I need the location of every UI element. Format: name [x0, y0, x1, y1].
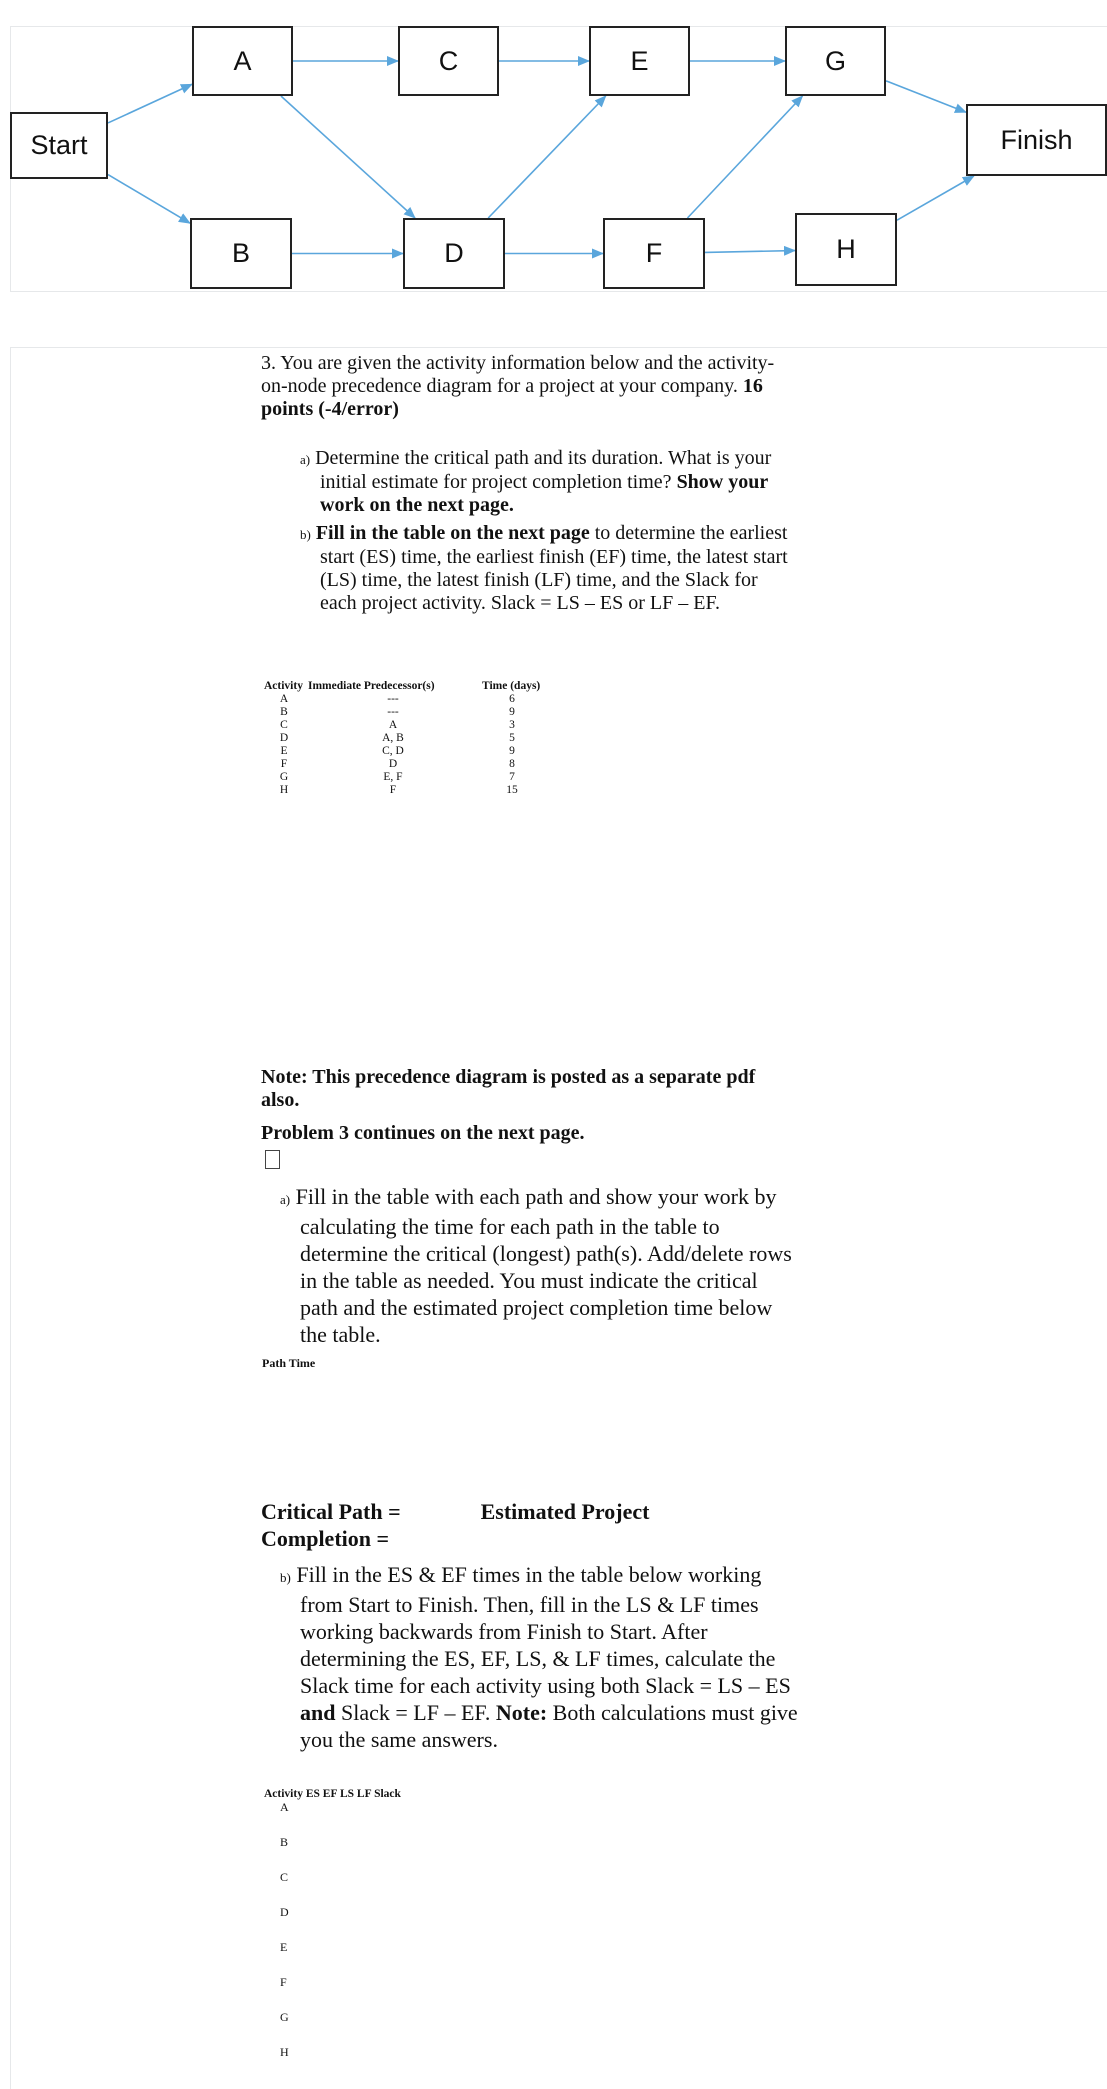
path-table-header — [262, 1356, 315, 1371]
es-ef-row — [262, 1836, 403, 1871]
part2-a — [280, 1183, 800, 1348]
node-start: Start — [10, 112, 108, 179]
es-ef-header-slack: Slack — [374, 1788, 401, 1800]
edge-f-h — [705, 251, 795, 253]
node-e: E — [589, 26, 690, 96]
critical-path-label: Critical Path = — [261, 1499, 401, 1524]
part2-b-text-2: Slack = LF – EF. — [340, 1700, 491, 1725]
part2-b-mark: b) — [280, 1570, 291, 1585]
activity-row — [262, 771, 544, 784]
part2-b-note-text: Both calculations must give you the same answers. — [300, 1700, 798, 1752]
predecessor-cell: A, B — [382, 732, 404, 744]
part-b-bold: Fill in the table on the next page — [315, 522, 590, 544]
es-ef-activity-cell: C — [280, 1870, 289, 1884]
node-c: C — [398, 26, 499, 96]
time-cell: 6 — [509, 693, 515, 705]
activity-cell: H — [279, 784, 289, 796]
checkbox[interactable] — [265, 1150, 280, 1169]
activity-cell: C — [280, 719, 288, 731]
edge-h-finish — [897, 176, 974, 220]
predecessor-cell: --- — [387, 693, 399, 705]
question-intro — [261, 352, 781, 421]
es-ef-activity-cell: G — [280, 2010, 289, 2024]
time-cell: 7 — [509, 771, 515, 783]
activity-cell: F — [280, 758, 288, 770]
es-ef-header-activity: Activity — [264, 1788, 303, 1800]
question-part-b — [300, 522, 790, 615]
es-ef-activity-cell: E — [280, 1940, 288, 1954]
activity-header: Activity — [264, 680, 303, 692]
edge-f-g — [687, 96, 802, 218]
part-a-text: Determine the critical path and its duration. What is your initial estimate for project completion time? — [315, 447, 772, 493]
edge-a-d — [281, 96, 415, 218]
node-h: H — [795, 213, 897, 286]
activity-cell: E — [280, 745, 288, 757]
part2-a-mark: a) — [280, 1192, 291, 1207]
activity-cell: A — [279, 693, 289, 705]
predecessor-cell: E, F — [383, 771, 403, 783]
activity-row — [262, 745, 544, 758]
activity-cell: G — [279, 771, 289, 783]
activity-row — [262, 784, 544, 797]
es-ef-activity-cell: F — [280, 1975, 287, 1989]
es-ef-activity-cell: H — [280, 2045, 289, 2059]
es-ef-header-ls: LS — [339, 1788, 355, 1800]
part-a-bold: Show your work on the next page. — [320, 471, 768, 516]
es-ef-row — [262, 1906, 403, 1941]
es-ef-row — [262, 1941, 403, 1976]
part2-b-text-1: Fill in the ES & EF times in the table below working from Start to Finish. Then, fill in the LS & LF times working backwards from Finish to Start. After determining the ES, EF, LS, & LF times, calculate the Slack time for each activity using both Slack = LS – ES — [296, 1562, 791, 1698]
question-part-a — [300, 447, 790, 517]
edge-start-b — [108, 175, 190, 224]
es-ef-header-ef: EF — [322, 1788, 338, 1800]
time-cell: 15 — [506, 784, 518, 796]
predecessor-header: Immediate Predecessor(s) — [308, 680, 435, 692]
es-ef-row — [262, 1871, 403, 1906]
part-b-text: to determine the earliest start (ES) time, the earliest finish (EF) time, the latest start (LS) time, the latest finish (LF) time, and the Slack for each project activity. Slack = LS – ES or LF – EF. — [320, 522, 788, 614]
time-cell: 3 — [509, 719, 515, 731]
time-cell: 5 — [509, 732, 515, 744]
part-a-mark: a) — [300, 452, 311, 467]
time-cell: 9 — [509, 706, 515, 718]
activity-table — [262, 680, 544, 797]
es-ef-activity-cell: A — [280, 1800, 289, 1814]
es-ef-activity-cell: B — [280, 1835, 289, 1849]
activity-row — [262, 719, 544, 732]
activity-row — [262, 693, 544, 706]
predecessor-cell: F — [389, 784, 397, 796]
es-ef-header-lf: LF — [356, 1788, 372, 1800]
time-cell: 9 — [509, 745, 515, 757]
node-a: A — [192, 26, 293, 96]
critical-path-line — [261, 1498, 781, 1552]
path-header: Path — [262, 1356, 286, 1370]
continues-text: Problem 3 continues on the next page. — [261, 1122, 585, 1144]
node-f: F — [603, 218, 705, 289]
node-d: D — [403, 218, 505, 289]
predecessor-cell: A — [388, 719, 398, 731]
part-b-mark: b) — [300, 527, 311, 542]
es-ef-row — [262, 2011, 403, 2046]
completion-label-2: Completion = — [261, 1526, 390, 1551]
node-g: G — [785, 26, 886, 96]
es-ef-row — [262, 1976, 403, 2011]
part2-b — [280, 1561, 800, 1753]
es-ef-header-es: ES — [305, 1788, 320, 1800]
edge-g-finish — [886, 81, 966, 112]
activity-cell: D — [279, 732, 289, 744]
part2-b-note-label: Note: — [495, 1700, 548, 1725]
completion-label-1: Estimated Project — [480, 1499, 650, 1524]
path-time-header: Time — [288, 1356, 316, 1370]
precedence-diagram-edges — [0, 0, 1107, 300]
edge-start-a — [108, 84, 192, 123]
predecessor-cell: C, D — [382, 745, 404, 757]
note-text: Note: This precedence diagram is posted as a separate pdf also. — [261, 1066, 756, 1111]
node-finish: Finish — [966, 104, 1107, 176]
es-ef-row — [262, 2046, 403, 2081]
es-ef-activity-cell: D — [280, 1905, 289, 1919]
predecessor-cell: D — [388, 758, 398, 770]
activity-row — [262, 758, 544, 771]
predecessor-cell: --- — [387, 706, 399, 718]
node-b: B — [190, 218, 292, 289]
part2-a-text: Fill in the table with each path and show your work by calculating the time for each path in the table to determine the critical (longest) path(s). Add/delete rows in the table as needed. You must indicate the critical path and the estimated project completion time below the table. — [295, 1184, 792, 1347]
time-cell: 8 — [509, 758, 515, 770]
es-ef-table — [262, 1788, 403, 2081]
edge-d-e — [488, 96, 606, 218]
question-points: 16 points (-4/error) — [261, 375, 763, 420]
question-intro-text: 3. You are given the activity information below and the activity-on-node precedence diagram for a project at your company. — [261, 352, 775, 397]
activity-row — [262, 706, 544, 719]
activity-cell: B — [280, 706, 288, 718]
part2-b-and: and — [300, 1700, 336, 1725]
es-ef-row — [262, 1801, 403, 1836]
time-header: Time (days) — [482, 680, 541, 692]
activity-row — [262, 732, 544, 745]
